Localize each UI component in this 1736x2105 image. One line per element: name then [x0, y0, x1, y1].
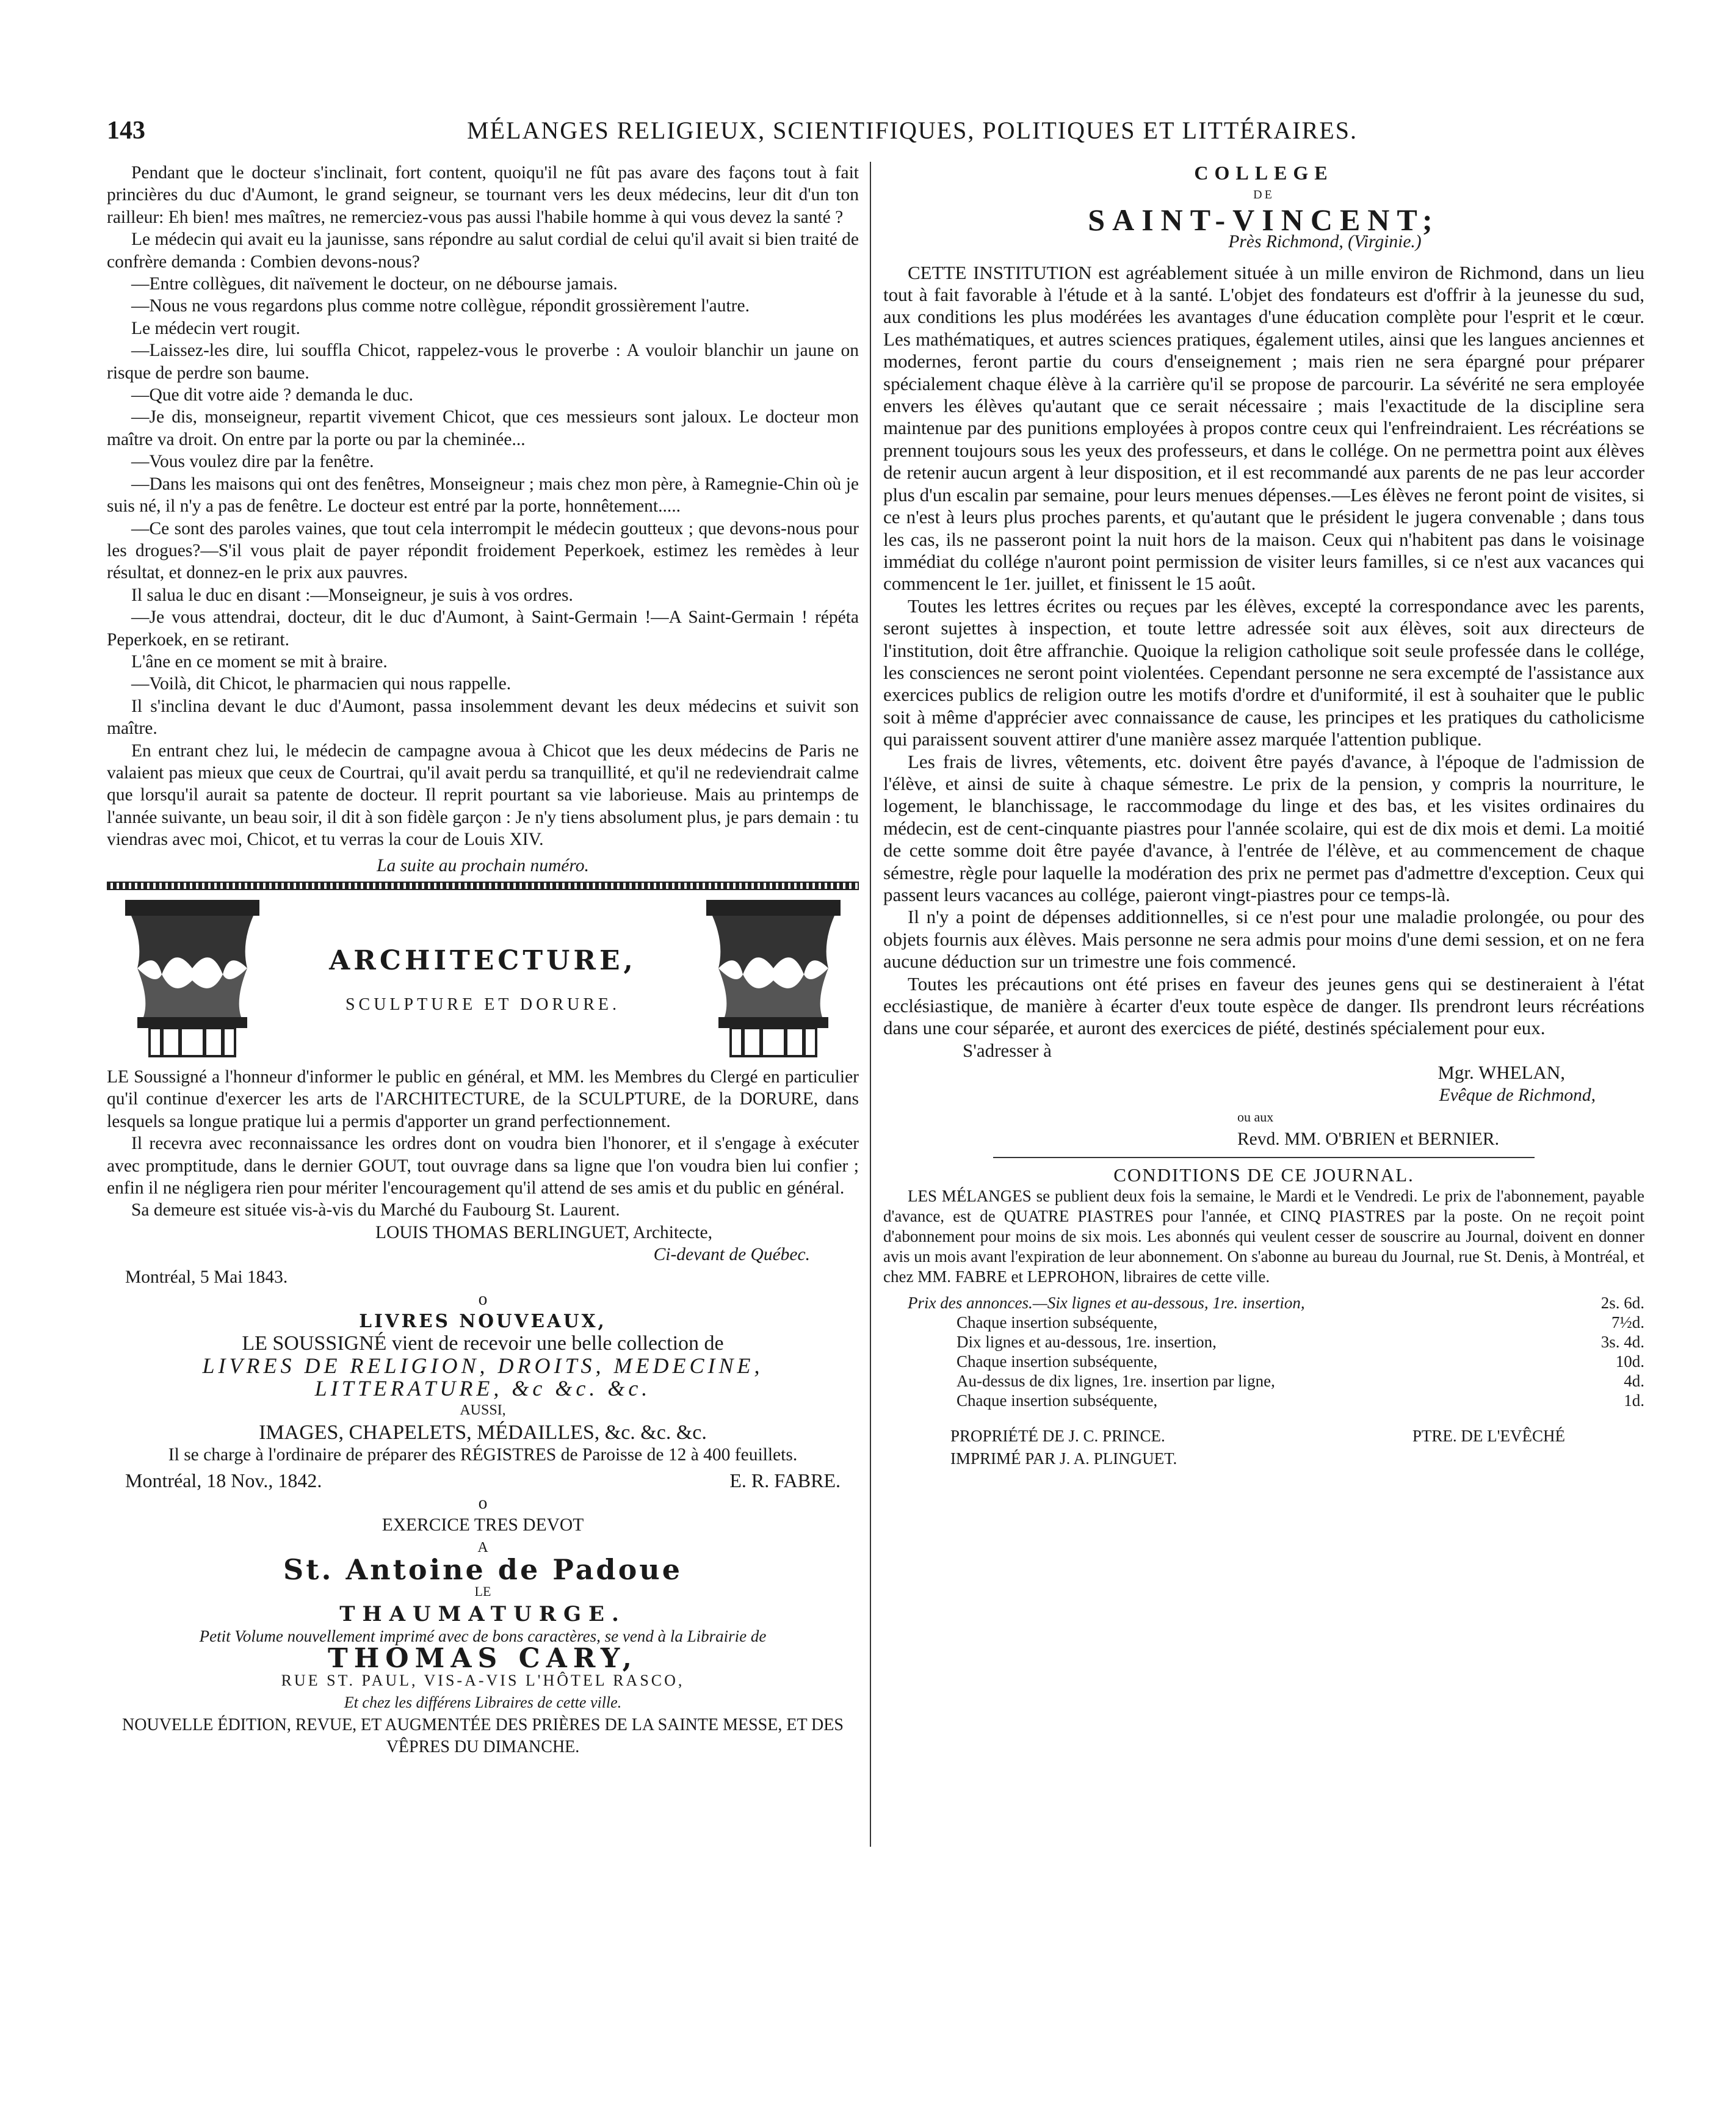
- livres-dateline: Montréal, 18 Nov., 1842.: [125, 1469, 322, 1492]
- livres-signature: E. R. FABRE.: [729, 1469, 841, 1492]
- ornamental-rule: [107, 882, 859, 890]
- corinthian-capital-icon: [119, 895, 266, 1060]
- exercice-address: RUE ST. PAUL, VIS-A-VIS L'HÔTEL RASCO,: [281, 1671, 685, 1689]
- story-paragraph: —Je vous attendrai, docteur, dit le duc d'Aumont, à Saint-Germain !—A Saint-Germain ! répéta Peperkoek, en se retirant.: [107, 607, 859, 650]
- page-number: 143: [107, 117, 145, 145]
- architecture-signature-note: Ci-devant de Québec.: [653, 1245, 810, 1265]
- college-address-to: S'adresser à: [963, 1039, 1052, 1061]
- story-paragraph: —Je dis, monseigneur, repartit vivement Chicot, que ces messieurs sont jaloux. Le docteur mon maître va droit. On entre par la porte ou par la cheminée...: [107, 407, 859, 449]
- architecture-signature: LOUIS THOMAS BERLINGUET, Architecte,: [375, 1222, 712, 1242]
- college-location: Près Richmond, (Virginie.): [1228, 232, 1422, 252]
- separator: o: [478, 1493, 488, 1513]
- college-paragraph: Il n'y a point de dépenses additionnelles, si ce n'est pour une maladie prolongée, ou pour des objets fournis aux élèves. Mais personne ne sera admis pour moins d'une demi session, et on ne fera aucune déduction sur un trimestre une fois commencé.: [883, 906, 1644, 973]
- imprint-owner: PROPRIÉTÉ DE J. C. PRINCE.: [950, 1427, 1165, 1446]
- story-paragraph: Le médecin qui avait eu la jaunisse, sans répondre au salut cordial de celui qu'il avait si bien traité de confrère demanda : Combien devons-nous?: [107, 230, 859, 272]
- story-paragraph: —Voilà, dit Chicot, le pharmacien qui nous rappelle.: [131, 674, 512, 694]
- story-paragraph: Il salua le duc en disant :—Monseigneur, je suis à vos ordres.: [131, 585, 573, 605]
- exercice-thaumaturge: THAUMATURGE.: [339, 1601, 626, 1626]
- exercice-a: A: [477, 1539, 488, 1556]
- architecture-paragraph: Il recevra avec reconnaissance les ordres dont on voudra bien l'honorer, et il s'engage à exécuter avec promptitude, dans le dernier GOUT, tout ouvrage dans sa ligne que l'on voudra bien lui confier ; enfin il ne négligera rien pour mériter l'encouragement qu'il attend de ses amis et du public en général.: [107, 1134, 859, 1198]
- left-column: [107, 162, 859, 2044]
- college-paragraph: Toutes les précautions ont été prises en faveur des jeunes gens qui se destineraient à l'état ecclésiastique, de manière à écarter d'eux toute espèce de danger. Ils prendront leurs récréations dans une cour séparée, et auront des exercices de piété, destinés spécialement pour eux.: [883, 973, 1644, 1039]
- story-paragraph: —Laissez-les dire, lui souffla Chicot, rappelez-vous le proverbe : A vouloir blanchir un jaune on risque de perdre son baume.: [107, 341, 859, 383]
- livres-categories: LIVRES DE RELIGION, DROITS, MEDECINE, LITTERATURE, &c &c. &c.: [202, 1353, 764, 1400]
- corinthian-capital-icon: [700, 895, 847, 1060]
- page-header: [107, 116, 1644, 153]
- college-heading: COLLEGE: [1194, 162, 1334, 184]
- conditions-title: CONDITIONS DE CE JOURNAL.: [1113, 1164, 1414, 1186]
- ad-rate-row: Chaque insertion subséquente, 10d.: [957, 1352, 1644, 1371]
- architecture-title: ARCHITECTURE,: [329, 945, 637, 976]
- college-contact: Mgr. WHELAN,: [1438, 1062, 1565, 1084]
- column-divider: [870, 162, 871, 1847]
- journal-conditions: [883, 1164, 1644, 1469]
- continued-note: La suite au prochain numéro.: [377, 855, 589, 875]
- story-paragraph: Pendant que le docteur s'inclinait, fort content, quoiqu'il ne fût pas avare des façons tout à fait princières du duc d'Aumont, le grand seigneur, se tournant vers les deux médecins, leur dit d'un ton railleur: Eh bien! mes maîtres, ne remerciez-vous pas aussi l'habile homme à qui vous devez la santé ?: [107, 163, 859, 227]
- story-paragraph: En entrant chez lui, le médecin de campagne avoua à Chicot que les deux médecins de Paris ne valaient pas mieux que ceux de Courtrai, qu'il avait perdu sa tranquillité, et qu'il ne redeviendrait calme que lorsqu'il aurait sa patente de docteur. Il reprit pourtant sa vie laborieuse. Mais au printemps de l'année suivante, un beau soir, il dit à son fidèle garçon : Je n'y tiens absolument plus, je pars demain : tu viendras avec moi, Chicot, et tu verras la cour de Louis XIV.: [107, 741, 859, 850]
- ad-rate-row: Chaque insertion subséquente, 1d.: [957, 1391, 1644, 1410]
- exercice-also: Et chez les différens Libraires de cette ville.: [344, 1694, 622, 1712]
- college-contact-title: Evêque de Richmond,: [1439, 1085, 1596, 1105]
- exercice-title: EXERCICE TRES DEVOT: [382, 1515, 584, 1535]
- architecture-subtitle: SCULPTURE ET DORURE.: [345, 995, 621, 1014]
- college-ad: [883, 162, 1644, 1151]
- serial-story: [107, 162, 859, 877]
- story-paragraph: —Vous voulez dire par la fenêtre.: [131, 452, 374, 472]
- imprint-row: [883, 1425, 1644, 1447]
- running-title: MÉLANGES RELIGIEUX, SCIENTIFIQUES, POLITIQUES ET LITTÉRAIRES.: [467, 117, 1358, 144]
- right-column: [883, 162, 1644, 2044]
- ad-rate-row: Au-dessus de dix lignes, 1re. insertion par ligne, 4d.: [957, 1372, 1644, 1391]
- story-paragraph: —Entre collègues, dit naïvement le docteur, on ne débourse jamais.: [131, 274, 618, 294]
- story-paragraph: Il s'inclina devant le duc d'Aumont, passa insolemment devant les deux médecins et suivit son maître.: [107, 696, 859, 739]
- story-paragraph: —Dans les maisons qui ont des fenêtres, Monseigneur ; mais chez mon père, à Ramegnie-Chin où je suis né, il n'y a pas de fenêtre. Le docteur est entré par la porte, honnêtement.....: [107, 474, 859, 516]
- livres-items: IMAGES, CHAPELETS, MÉDAILLES, &c. &c. &c.: [259, 1421, 707, 1444]
- college-contact: Revd. MM. O'BRIEN et BERNIER.: [1237, 1129, 1499, 1150]
- livres-aussi: AUSSI,: [460, 1402, 506, 1419]
- ad-rates: [883, 1293, 1644, 1410]
- college-paragraph: Toutes les lettres écrites ou reçues par les élèves, excepté la correspondance avec les parents, seront sujettes à inspection, et toute lettre adressée soit aux élèves, soit aux directeurs de l'institution, doit être affranchie. Quoique la religion catholique soit seule professée dans le collége, les consciences ne seront point violentées. Cependant personne ne sera excempté de l'assistance aux exercices publics de religion outre les motifs d'ordre et d'uniformité, il est à souhaiter que le public soit à même d'apprécier avec connaissance de cause, les principes et les pratiques du catholicisme qui paraissent souvent attirer d'une manière assez marquée l'attention publique.: [883, 595, 1644, 750]
- imprint-printer: IMPRIMÉ PAR J. A. PLINGUET.: [950, 1449, 1177, 1468]
- livres-title: LIVRES NOUVEAUX,: [359, 1310, 607, 1332]
- exercice-le: LE: [474, 1584, 491, 1600]
- story-paragraph: —Nous ne vous regardons plus comme notre collègue, répondit grossièrement l'autre.: [131, 296, 750, 316]
- college-paragraph: Les frais de livres, vêtements, etc. doivent être payés d'avance, à l'époque de l'admission de l'élève, et ainsi de suite à chaque sémestre. Le prix de la pension, y compris la nourriture, le logement, le blanchissage, le raccommodage du linge et des bas, et les visites ordinaires du médecin, est de cent-cinquante piastres pour l'année scolaire, qui est de dix mois et demi. La moitié de cette somme doit être payée d'avance, à l'entrée de l'élève, et au commencement de chaque sémestre, règle pour laquelle la modération des prix ne permet pas d'admettre d'exception. Ceux qui passent leurs vacances au collége, paieront vingt-piastres pour ce temps-là.: [883, 750, 1644, 905]
- exercice-saint: St. Antoine de Padoue: [283, 1552, 682, 1586]
- college-name: SAINT-VINCENT;: [1088, 202, 1440, 237]
- separator: o: [478, 1289, 488, 1310]
- ad-rate-row: Prix des annonces.—Six lignes et au-dessous, 1re. insertion, 2s. 6d.: [908, 1294, 1644, 1313]
- story-paragraph: —Que dit votre aide ? demanda le duc.: [131, 385, 413, 405]
- imprint-priest: PTRE. DE L'EVÊCHÉ: [1412, 1427, 1565, 1446]
- ad-rate-row: Dix lignes et au-dessous, 1re. insertion, 3s. 4d.: [957, 1333, 1644, 1352]
- livres-registres: Il se charge à l'ordinaire de préparer des RÉGISTRES de Paroisse de 12 à 400 feuillets.: [168, 1444, 798, 1465]
- architecture-ad: [107, 895, 859, 1288]
- story-paragraph: L'âne en ce moment se mit à braire.: [131, 651, 388, 672]
- story-paragraph: —Ce sont des paroles vaines, que tout cela interrompit le médecin goutteux ; que devons-nous pour les drogues?—S'il vous plait de payer répondit froidement Peperkoek, estimez les remèdes à leur résultat, et donnez-en le prix aux pauvres.: [107, 518, 859, 583]
- conditions-text: LES MÉLANGES se publient deux fois la semaine, le Mardi et le Vendredi. Le prix de l'abonnement, payable d'avance, est de QUATRE PIASTRES pour l'année, et CINQ PIASTRES par la poste. On ne reçoit point d'abonnement pour moins de six mois. Les abonnés qui veulent cesser de souscrire au Journal, doivent en donner avis un mois avant l'expiration de leur abonnement. On s'abonne au bureau du Journal, rue St. Denis, à Montréal, et chez MM. FABRE et LEPROHON, libraires de cette ville.: [883, 1187, 1644, 1286]
- exercice-desc: Petit Volume nouvellement imprimé avec de bons caractères, se vend à la Librairie de: [199, 1627, 767, 1646]
- college-paragraph: CETTE INSTITUTION est agréablement située à un mille environ de Richmond, dans un lieu tout à fait favorable à l'étude et à la santé. L'objet des fondateurs est d'offrir à la jeunesse du sud, aux conditions les plus modérées les avantages d'une éducation complète pour l'esprit et le cœur. Les mathématiques, et autres sciences pratiques, également utiles, ainsi que les langues anciennes et modernes, feront partie du cours d'enseignement ; mais rien ne sera épargné pour préparer spécialement chaque élève à la carrière qu'il se propose de parcourir. La sévérité ne sera employée envers les élèves qu'autant que ce serait nécessaire ; mais l'exactitude de la discipline sera maintenue par des punitions employées à propos contre ceux qui l'enfreindraient. Les récréations se prennent toujours sous les yeux des professeurs, et dans le collége. On ne permettra point aux élèves de retenir aucun argent à leur disposition, et il est recommandé aux parents de ne pas leur accorder plus d'un escalin par semaine, pour leurs menues dépenses.—Les élèves ne feront point de visites, si ce n'est à leurs plus proches parents, et qu'autant que le président le jugera convenable ; dans tous les cas, ils ne passeront point la nuit hors de la maison. Ceux qui n'habitent pas dans le voisinage immédiat du collége n'auront point permission de visiter leurs familles, si ce n'est aux vacances qui commencent le 1er. juillet, et finissent le 15 août.: [883, 261, 1644, 595]
- exercice-edition: NOUVELLE ÉDITION, REVUE, ET AUGMENTÉE DES PRIÈRES DE LA SAINTE MESSE, ET DES VÊPRES DU DIMANCHE.: [122, 1715, 844, 1757]
- college-ou-aux: ou aux: [1237, 1109, 1274, 1125]
- exercice-ad: [107, 1514, 859, 1758]
- livres-footer: [107, 1466, 859, 1491]
- story-paragraph: Le médecin vert rougit.: [131, 318, 300, 338]
- architecture-banner: [107, 895, 859, 1066]
- architecture-dateline: Montréal, 5 Mai 1843.: [125, 1267, 288, 1287]
- ad-rate-row: Chaque insertion subséquente, 7½d.: [957, 1313, 1644, 1332]
- livres-line: LE SOUSSIGNÉ vient de recevoir une belle collection de: [242, 1331, 724, 1355]
- columns: [107, 162, 1644, 2044]
- architecture-paragraph: Sa demeure est située vis-à-vis du Marché du Faubourg St. Laurent.: [131, 1200, 620, 1220]
- college-de: DE: [1253, 188, 1275, 202]
- section-rule: [993, 1157, 1535, 1158]
- exercice-publisher: THOMAS CARY,: [327, 1642, 638, 1674]
- architecture-paragraph: LE Soussigné a l'honneur d'informer le public en général, et MM. les Membres du Clergé en particulier qu'il continue d'exercer les arts de l'ARCHITECTURE, de la SCULPTURE, de la DORURE, dans lesquels sa longue pratique lui a permis d'apporter un grand perfectionnement.: [107, 1067, 859, 1131]
- livres-ad: [107, 1310, 859, 1491]
